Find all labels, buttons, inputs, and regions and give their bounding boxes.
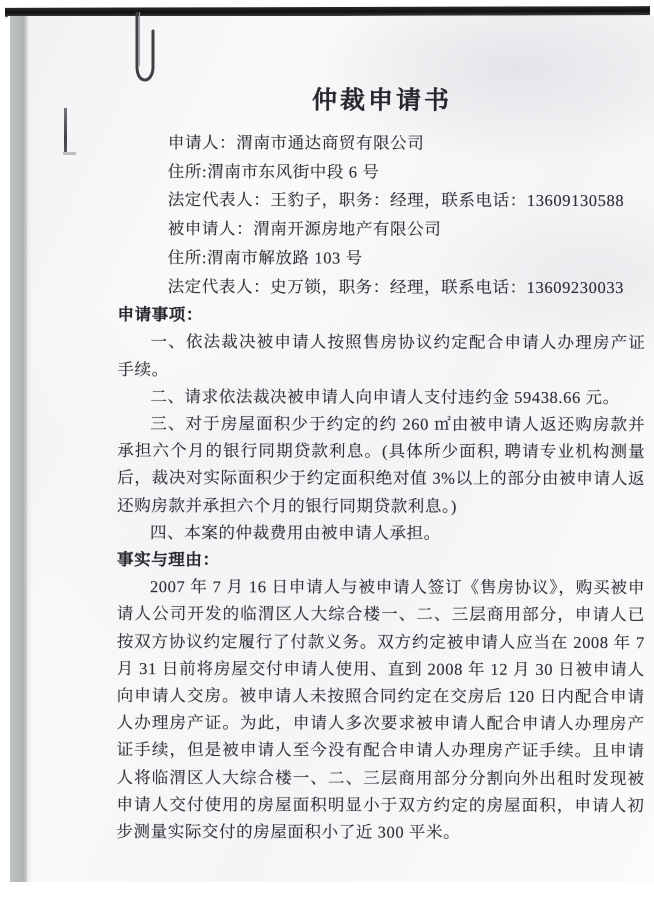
document-body <box>116 86 646 846</box>
page-stack-edge <box>8 16 34 882</box>
staple-icon <box>64 108 67 152</box>
applicant-address-line: 住所:渭南市东风街中段 6 号 <box>167 161 380 182</box>
applicant-representative-line: 法定代表人：王豹子，职务：经理，联系电话：13609130588 <box>167 190 625 211</box>
facts-heading: 事实与理由： <box>116 550 220 570</box>
facts-paragraph: 2007 年 7 月 16 日申请人与被申请人签订《售房协议》，购买被申请人公司开发的临渭区人大综合楼一、二、三层商用部分，申请人已按双方协议约定履行了付款义务。双方约定被申请人应当在 2008 年 7 月 31 日前将房屋交付申请人使用、直到 2008 年 12 月 30 日被申请人向申请人交房。被申请人未按照合同约定在交房后 120 日内配合申请人办理房产证。为此，申请人多次要求被申请人配合申请人办理房产证手续，但是被申请人至今没有配合申请人办理房产证手续。且申请人将临渭区人大综合楼一、二、三层商用部分分割向外出租时发现被申请人交付使用的房屋面积明显小于双方约定的房屋面积，申请人初步测量实际交付的房屋面积小了近 300 平米。 <box>116 577 645 842</box>
party-info <box>168 129 646 302</box>
claim-item-2: 二、请求依法裁决被申请人向申请人支付违约金 59438.66 元。 <box>150 386 620 407</box>
claim-item-3: 三、对于房屋面积少于约定的约 260 ㎡由被申请人返还购房款并承担六个月的银行同期贷款利息。(具体所少面积, 聘请专业机构测量后，裁决对实际面积少于约定面积绝对值 3%以上的部分由被申请人返还购房款并承担六个月的银行同期贷款利息。) <box>117 414 646 516</box>
applicant-line: 申请人：渭南市通达商贸有限公司 <box>167 133 425 153</box>
document-page <box>8 16 654 882</box>
respondent-line: 被申请人：渭南开源房地产有限公司 <box>167 219 442 239</box>
claims-heading: 申请事项： <box>117 305 204 325</box>
paper-clip-icon <box>126 12 160 90</box>
respondent-representative-line: 法定代表人：史万锁，职务：经理，联系电话：13609230033 <box>167 276 625 297</box>
claim-item-4: 四、本案的仲裁费用由被申请人承担。 <box>150 522 441 543</box>
respondent-address-line: 住所:渭南市解放路 103 号 <box>167 247 363 268</box>
document-title: 仲裁申请书 <box>311 87 452 115</box>
claim-item-1: 一、依法裁决被申请人按照售房协议约定配合申请人办理房产证手续。 <box>117 332 646 379</box>
